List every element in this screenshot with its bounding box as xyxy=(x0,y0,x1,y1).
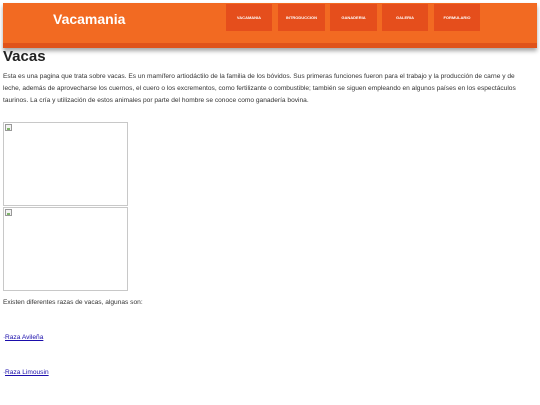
nav-item-ganaderia[interactable]: GANADERIA xyxy=(330,4,377,31)
nav-item-galeria[interactable]: GALERIA xyxy=(382,4,428,31)
intro-paragraph: Esta es una pagina que trata sobre vacas. Es un mamífero artiodáctilo de la familia de los bóvidos. Sus primeras funciones fueron para el trabajo y la producción de carne y de leche, además de aprovecharse los cuernos, el cuero o los excrementos, como fertilizante o combustible; también se siguen empleando en algunos países en los espectáculos taurinos. La cría y utilización de estos animales por parte del hombre se conoce como ganadería bovina. xyxy=(3,73,516,104)
cow-image-2 xyxy=(3,207,128,291)
broken-image-icon xyxy=(5,209,12,216)
broken-image-icon xyxy=(5,124,12,131)
breed-bullet: · xyxy=(3,369,6,376)
site-header xyxy=(3,3,537,48)
breed-link-avilena[interactable]: Raza Avileña xyxy=(5,334,44,341)
breeds-intro-text: Existen diferentes razas de vacas, algunas son: xyxy=(3,299,143,306)
breed-link-limousin[interactable]: Raza Limousin xyxy=(5,369,49,376)
cow-image-1 xyxy=(3,122,128,206)
nav-item-introduccion[interactable]: INTRODUCCION xyxy=(278,4,325,31)
site-brand[interactable]: Vacamania xyxy=(53,11,126,27)
nav-item-vacamania[interactable]: VACAMANIA xyxy=(226,4,272,31)
page-title: Vacas xyxy=(3,48,46,65)
nav-item-formulario[interactable]: FORMULARIO xyxy=(434,4,480,31)
breed-bullet: · xyxy=(3,334,6,341)
